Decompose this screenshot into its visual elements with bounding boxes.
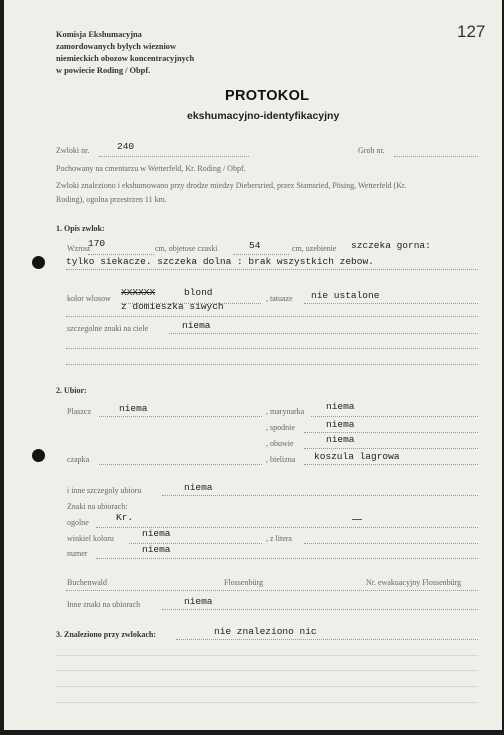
marynarka-value: niema <box>326 401 355 412</box>
wzrost-label: Wzrost <box>67 244 91 253</box>
punch-hole-top <box>32 256 45 269</box>
czaszka-value: 54 <box>249 240 261 251</box>
cm-czaszka-label: cm, objetose czaski <box>155 244 218 253</box>
inne-szczegoly-value: niema <box>184 482 213 493</box>
document-subtitle: ekshumacyjno-identyfikacyjny <box>187 110 340 122</box>
grob-label: Grob nr. <box>358 146 385 155</box>
wlosy-continued: z domieszka siwych <box>121 301 224 312</box>
winkiel-value: niema <box>142 528 171 539</box>
winkiel-label: winkiel koloru <box>67 534 114 543</box>
document-title: PROTOKOL <box>225 88 310 104</box>
ubior-heading: 2. Ubior: <box>56 386 87 395</box>
wzrost-value: 170 <box>88 238 106 249</box>
opis-heading: 1. Opis zwlok: <box>56 224 105 233</box>
dash-mark <box>352 519 362 520</box>
znalezione-text-1: Zwloki znaleziono i ekshumowano przy drodze miedzy Diebersried, przez Stamsried, Pösing, Wetterfeld (Kr. <box>56 181 407 190</box>
inne-znaki-value: niema <box>184 596 213 607</box>
org-line-3: niemieckich obozow koncentracyjnych <box>56 54 195 63</box>
plaszcz-label: Plaszcz <box>67 407 91 416</box>
uzebienie-value: szczeka gorna: <box>351 240 431 251</box>
wlosy-label: kolor wlosow <box>67 294 111 303</box>
spodnie-value: niema <box>326 419 355 430</box>
plaszcz-value: niema <box>119 403 148 414</box>
obuwie-label: , obuwie <box>266 439 294 448</box>
ogolne-value: Kr. <box>116 512 134 523</box>
page-number: 127 <box>457 22 486 41</box>
pochowany-text: Pochowany na cmentarzu w Wetterfeld, Kr. Roding / Obpf. <box>56 164 246 173</box>
tatuaze-label: , tatuaze <box>266 294 293 303</box>
inne-znaki-label: Inne znaki na ubiorach <box>67 600 141 609</box>
uzebienie-continued: tylko siekacze. szczeka dolna : brak wszystkich zebow. <box>66 256 374 267</box>
punch-hole-bottom <box>32 449 45 462</box>
bielizna-value: koszula lagrowa <box>314 451 400 462</box>
inne-szczegoly-label: i inne szczegoly ubioru <box>67 486 142 495</box>
cm-uzebienie-label: cm, uzebienie <box>292 244 337 253</box>
buchenwald-label: Buchenwald <box>67 578 107 587</box>
org-line-1: Komisja Ekshumacyjna <box>56 30 142 39</box>
numer-value: niema <box>142 544 171 555</box>
document-page <box>4 0 502 730</box>
ogolne-label: ogolne <box>67 518 89 527</box>
zwloki-label: Zwloki nr. <box>56 146 90 155</box>
marynarka-label: , marynarka <box>266 407 305 416</box>
wlosy-value: blond <box>184 287 213 298</box>
obuwie-value: niema <box>326 434 355 445</box>
zwloki-value: 240 <box>117 141 135 152</box>
org-line-2: zamordowanych bylych wiezniow <box>56 42 177 51</box>
litera-label: , z litera <box>266 534 292 543</box>
znaki-na-ubiorach-label: Znaki na ubiorach: <box>67 502 128 511</box>
znaki-na-ciele-value: niema <box>182 320 211 331</box>
tatuaze-value: nie ustalone <box>311 290 380 301</box>
wlosy-struck-text: XXXXXX <box>121 287 156 298</box>
znaleziono-heading: 3. Znaleziono przy zwlokach: <box>56 630 156 639</box>
numer-label: numer <box>67 549 88 558</box>
bielizna-label: , bielizna <box>266 455 296 464</box>
znaki-na-ciele-label: szczegolne znaki na ciele <box>67 324 149 333</box>
nr-ewakuacyjny-label: Nr. ewakuacyjny Flossenbürg <box>366 578 462 587</box>
czapka-label: czapka <box>67 455 90 464</box>
znaleziono-value: nie znaleziono nic <box>214 626 317 637</box>
org-line-4: w powiecie Roding / Obpf. <box>56 66 151 75</box>
znalezione-text-2: Roding), ogolna przestrzen 11 km. <box>56 195 167 204</box>
spodnie-label: , spodnie <box>266 423 295 432</box>
flossenburg-label: Flossenbürg <box>224 578 263 587</box>
